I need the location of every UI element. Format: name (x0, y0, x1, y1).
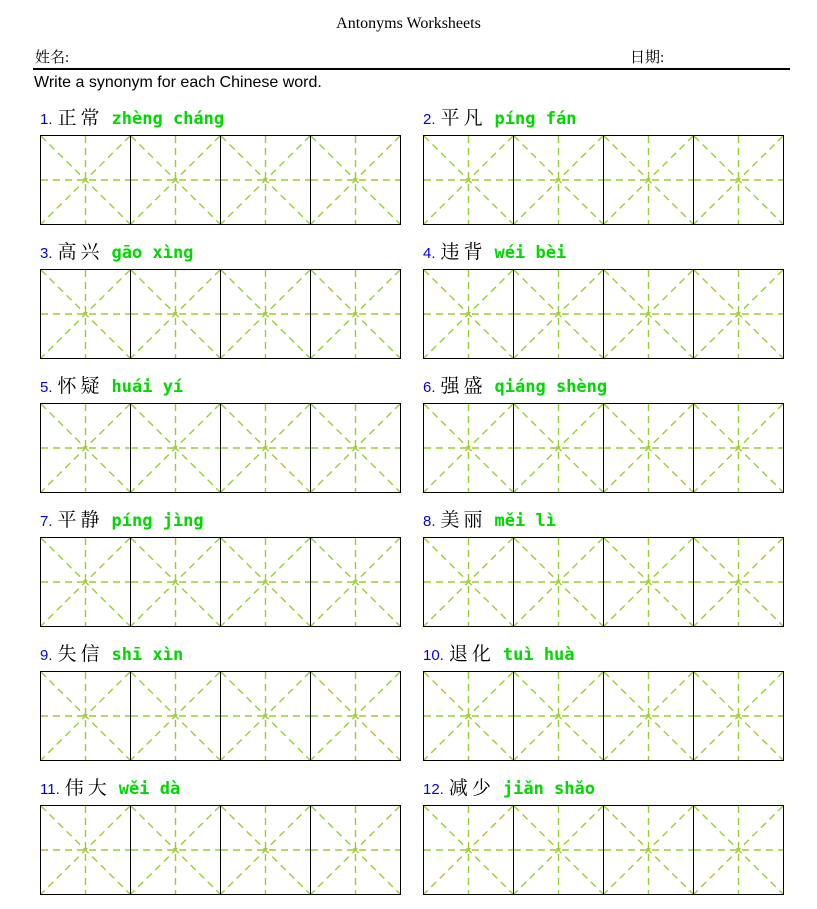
practice-box (130, 135, 221, 225)
rice-grid-guides (41, 538, 130, 626)
worksheet-row (40, 775, 817, 909)
rice-grid-guides (514, 806, 603, 894)
item-hanzi-word: 退化 (448, 644, 495, 665)
name-label: 姓名: (35, 50, 70, 66)
item-pinyin: qiáng shèng (494, 377, 608, 397)
item-number: 2. (423, 111, 436, 128)
rice-grid-guides (694, 806, 783, 894)
practice-grid (423, 403, 806, 493)
practice-box (310, 537, 401, 627)
practice-box (513, 403, 604, 493)
item-number: 6. (423, 379, 436, 396)
rice-grid-guides (514, 538, 603, 626)
rice-grid-guides (424, 538, 513, 626)
worksheet-item (40, 641, 423, 775)
rice-grid-guides (604, 270, 693, 358)
worksheet-item (40, 105, 423, 239)
practice-grid (423, 135, 806, 225)
practice-grid (423, 671, 806, 761)
item-number: 4. (423, 245, 436, 262)
practice-box (693, 403, 784, 493)
practice-box (310, 671, 401, 761)
worksheet-grid (40, 105, 817, 909)
practice-box (603, 671, 694, 761)
item-hanzi-word: 强盛 (440, 376, 487, 397)
rice-grid-guides (221, 806, 310, 894)
practice-box (40, 135, 131, 225)
rice-grid-guides (424, 404, 513, 492)
worksheet-row (40, 105, 817, 239)
practice-box (130, 671, 221, 761)
rice-grid-guides (514, 270, 603, 358)
rice-grid-guides (424, 672, 513, 760)
practice-box (603, 269, 694, 359)
practice-box (220, 403, 311, 493)
practice-box (130, 269, 221, 359)
rice-grid-guides (311, 404, 400, 492)
item-label (423, 775, 806, 803)
item-label (40, 507, 423, 535)
rice-grid-guides (311, 538, 400, 626)
practice-box (603, 135, 694, 225)
worksheet-item (40, 507, 423, 641)
practice-box (40, 537, 131, 627)
item-hanzi-word: 伟大 (64, 778, 111, 799)
item-hanzi-word: 平凡 (440, 108, 487, 129)
rice-grid-guides (514, 404, 603, 492)
practice-box (603, 403, 694, 493)
rice-grid-guides (604, 672, 693, 760)
rice-grid-guides (131, 136, 220, 224)
practice-box (310, 403, 401, 493)
worksheet-item (423, 641, 806, 775)
practice-box (513, 537, 604, 627)
practice-box (310, 805, 401, 895)
item-label (423, 641, 806, 669)
worksheet-item (423, 373, 806, 507)
instruction-text: Write a synonym for each Chinese word. (34, 74, 322, 91)
rice-grid-guides (424, 136, 513, 224)
practice-grid (423, 269, 806, 359)
rice-grid-guides (694, 404, 783, 492)
rice-grid-guides (41, 672, 130, 760)
practice-box (423, 135, 514, 225)
rice-grid-guides (424, 806, 513, 894)
item-pinyin: zhèng cháng (111, 109, 225, 129)
rice-grid-guides (311, 806, 400, 894)
practice-box (423, 805, 514, 895)
rice-grid-guides (694, 136, 783, 224)
item-hanzi-word: 减少 (448, 778, 495, 799)
practice-box (513, 269, 604, 359)
item-label (423, 239, 806, 267)
practice-box (693, 805, 784, 895)
rice-grid-guides (131, 806, 220, 894)
rice-grid-guides (221, 404, 310, 492)
practice-grid (40, 671, 423, 761)
rice-grid-guides (131, 538, 220, 626)
practice-box (40, 671, 131, 761)
item-number: 5. (40, 379, 53, 396)
practice-box (693, 135, 784, 225)
rice-grid-guides (514, 136, 603, 224)
practice-box (220, 537, 311, 627)
rice-grid-guides (131, 404, 220, 492)
practice-box (423, 403, 514, 493)
item-pinyin: píng fán (494, 109, 577, 129)
rice-grid-guides (41, 270, 130, 358)
practice-grid (423, 805, 806, 895)
rice-grid-guides (311, 672, 400, 760)
item-pinyin: wěi dà (118, 779, 181, 799)
practice-box (220, 135, 311, 225)
worksheet-item (40, 239, 423, 373)
rice-grid-guides (131, 270, 220, 358)
worksheet-row (40, 507, 817, 641)
rice-grid-guides (604, 136, 693, 224)
item-label (423, 373, 806, 401)
item-number: 9. (40, 647, 53, 664)
item-pinyin: tuì huà (502, 645, 575, 665)
worksheet-item (40, 373, 423, 507)
rice-grid-guides (604, 806, 693, 894)
practice-box (220, 805, 311, 895)
rice-grid-guides (604, 538, 693, 626)
item-pinyin: wéi bèi (494, 243, 567, 263)
item-label (423, 105, 806, 133)
rice-grid-guides (694, 672, 783, 760)
rice-grid-guides (694, 270, 783, 358)
item-hanzi-word: 违背 (440, 242, 487, 263)
item-pinyin: jiǎn shǎo (502, 779, 595, 799)
practice-grid (40, 805, 423, 895)
rice-grid-guides (311, 270, 400, 358)
page-title: Antonyms Worksheets (336, 15, 481, 32)
practice-box (220, 269, 311, 359)
rice-grid-guides (131, 672, 220, 760)
item-hanzi-word: 平静 (57, 510, 104, 531)
rice-grid-guides (221, 136, 310, 224)
practice-box (423, 537, 514, 627)
item-pinyin: huái yí (111, 377, 184, 397)
worksheet-item (423, 775, 806, 909)
practice-box (130, 403, 221, 493)
practice-box (693, 671, 784, 761)
worksheet-item (40, 775, 423, 909)
rice-grid-guides (311, 136, 400, 224)
rice-grid-guides (41, 136, 130, 224)
rice-grid-guides (221, 270, 310, 358)
worksheet-row (40, 373, 817, 507)
item-hanzi-word: 怀疑 (57, 376, 104, 397)
item-number: 1. (40, 111, 53, 128)
item-pinyin: píng jìng (111, 511, 204, 531)
practice-box (693, 537, 784, 627)
item-label (40, 373, 423, 401)
practice-grid (40, 135, 423, 225)
item-hanzi-word: 高兴 (57, 242, 104, 263)
practice-box (130, 805, 221, 895)
item-hanzi-word: 美丽 (440, 510, 487, 531)
worksheet-row (40, 239, 817, 373)
item-label (423, 507, 806, 535)
item-number: 10. (423, 647, 444, 664)
worksheet-row (40, 641, 817, 775)
item-pinyin: shī xìn (111, 645, 184, 665)
item-number: 11. (40, 781, 60, 798)
item-pinyin: měi lì (494, 511, 556, 531)
practice-box (513, 135, 604, 225)
item-number: 7. (40, 513, 53, 530)
item-hanzi-word: 正常 (57, 108, 104, 129)
item-hanzi-word: 失信 (57, 644, 104, 665)
rice-grid-guides (694, 538, 783, 626)
practice-box (40, 805, 131, 895)
practice-box (603, 537, 694, 627)
rice-grid-guides (41, 806, 130, 894)
practice-grid (40, 269, 423, 359)
rice-grid-guides (424, 270, 513, 358)
item-label (40, 105, 423, 133)
practice-box (40, 403, 131, 493)
practice-box (513, 805, 604, 895)
practice-grid (40, 537, 423, 627)
item-label (40, 775, 423, 803)
rice-grid-guides (604, 404, 693, 492)
item-label (40, 641, 423, 669)
date-label: 日期: (630, 50, 665, 66)
rice-grid-guides (221, 672, 310, 760)
practice-grid (40, 403, 423, 493)
practice-grid (423, 537, 806, 627)
item-number: 3. (40, 245, 53, 262)
worksheet-item (423, 105, 806, 239)
item-number: 12. (423, 781, 444, 798)
name-date-header (33, 37, 790, 70)
practice-box (310, 269, 401, 359)
item-number: 8. (423, 513, 436, 530)
practice-box (513, 671, 604, 761)
practice-box (220, 671, 311, 761)
rice-grid-guides (41, 404, 130, 492)
practice-box (423, 671, 514, 761)
practice-box (693, 269, 784, 359)
worksheet-item (423, 507, 806, 641)
item-pinyin: gāo xìng (111, 243, 194, 263)
worksheet-item (423, 239, 806, 373)
practice-box (130, 537, 221, 627)
rice-grid-guides (514, 672, 603, 760)
item-label (40, 239, 423, 267)
rice-grid-guides (221, 538, 310, 626)
practice-box (40, 269, 131, 359)
practice-box (423, 269, 514, 359)
practice-box (310, 135, 401, 225)
practice-box (603, 805, 694, 895)
